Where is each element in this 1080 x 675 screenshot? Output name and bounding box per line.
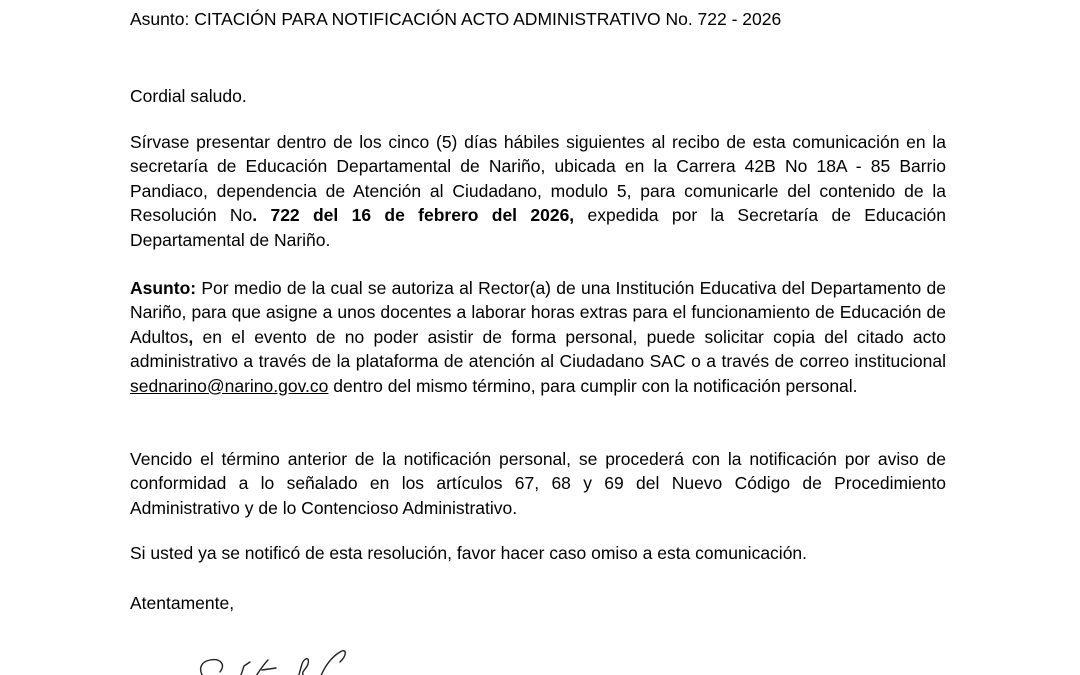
handwritten-signature [180,640,380,675]
paragraph-subject [130,276,946,398]
paragraph-citation-text-b: expedida por la Secretaría de Educación Departamental de Nariño. [130,205,946,250]
signature-stroke-4 [298,659,308,675]
paragraph-disregard: Si usted ya se notificó de esta resolución, favor hacer caso omiso a esta comunicación. [130,543,808,563]
paragraph-citation-text-a: Sírvase presentar dentro de los cinco (5) días hábiles siguientes al recibo de esta comunicación en la secretaría de Educación Departamental de Nariño, ubicada en la Carrera 42B No 18A - 85 Barrio Pandiaco, dependencia de Atención al Ciudadano, modulo 5, para comunicarle del contenido de la Resolución No [130,132,946,226]
signature-stroke-3 [256,660,276,675]
paragraph-notice: Vencido el término anterior de la notificación personal, se procederá con la notificación por aviso de conformidad a lo señalado en los artículos 67, 68 y 69 del Nuevo Código de Procedimiento Administrativo y de lo Contencioso Administrativo. [130,449,946,518]
subject-label: Asunto: [130,278,197,298]
paragraph-citation [130,130,946,252]
closing: Atentamente, [130,593,235,613]
signature-stroke-5 [320,651,345,675]
paragraph-subject-text-c: dentro del mismo término, para cumplir con la notificación personal. [328,375,858,396]
greeting: Cordial saludo. [130,86,247,106]
email-link[interactable]: sednarino@narino.gov.co [130,375,329,396]
signature-stroke-2 [240,662,250,675]
paragraph-subject-text-b: en el evento de no poder asistir de forma personal, puede solicitar copia del citado acto administrativo a través de la plataforma de atención al Ciudadano SAC o a través de correo institucional [130,326,946,372]
resolution-reference: . 722 del 16 de febrero del 2026, [252,205,575,226]
bold-comma: , [188,326,194,347]
subject-line: Asunto: CITACIÓN PARA NOTIFICACIÓN ACTO ADMINISTRATIVO No. 722 - 2026 [130,9,782,29]
paragraph-subject-text-a: Por medio de la cual se autoriza al Rector(a) de una Institución Educativa del Departamento de Nariño, para que asigne a unos docentes a laborar horas extras para el funcionamiento de Educación de Adultos [130,278,946,347]
signature-stroke-1 [201,660,223,675]
